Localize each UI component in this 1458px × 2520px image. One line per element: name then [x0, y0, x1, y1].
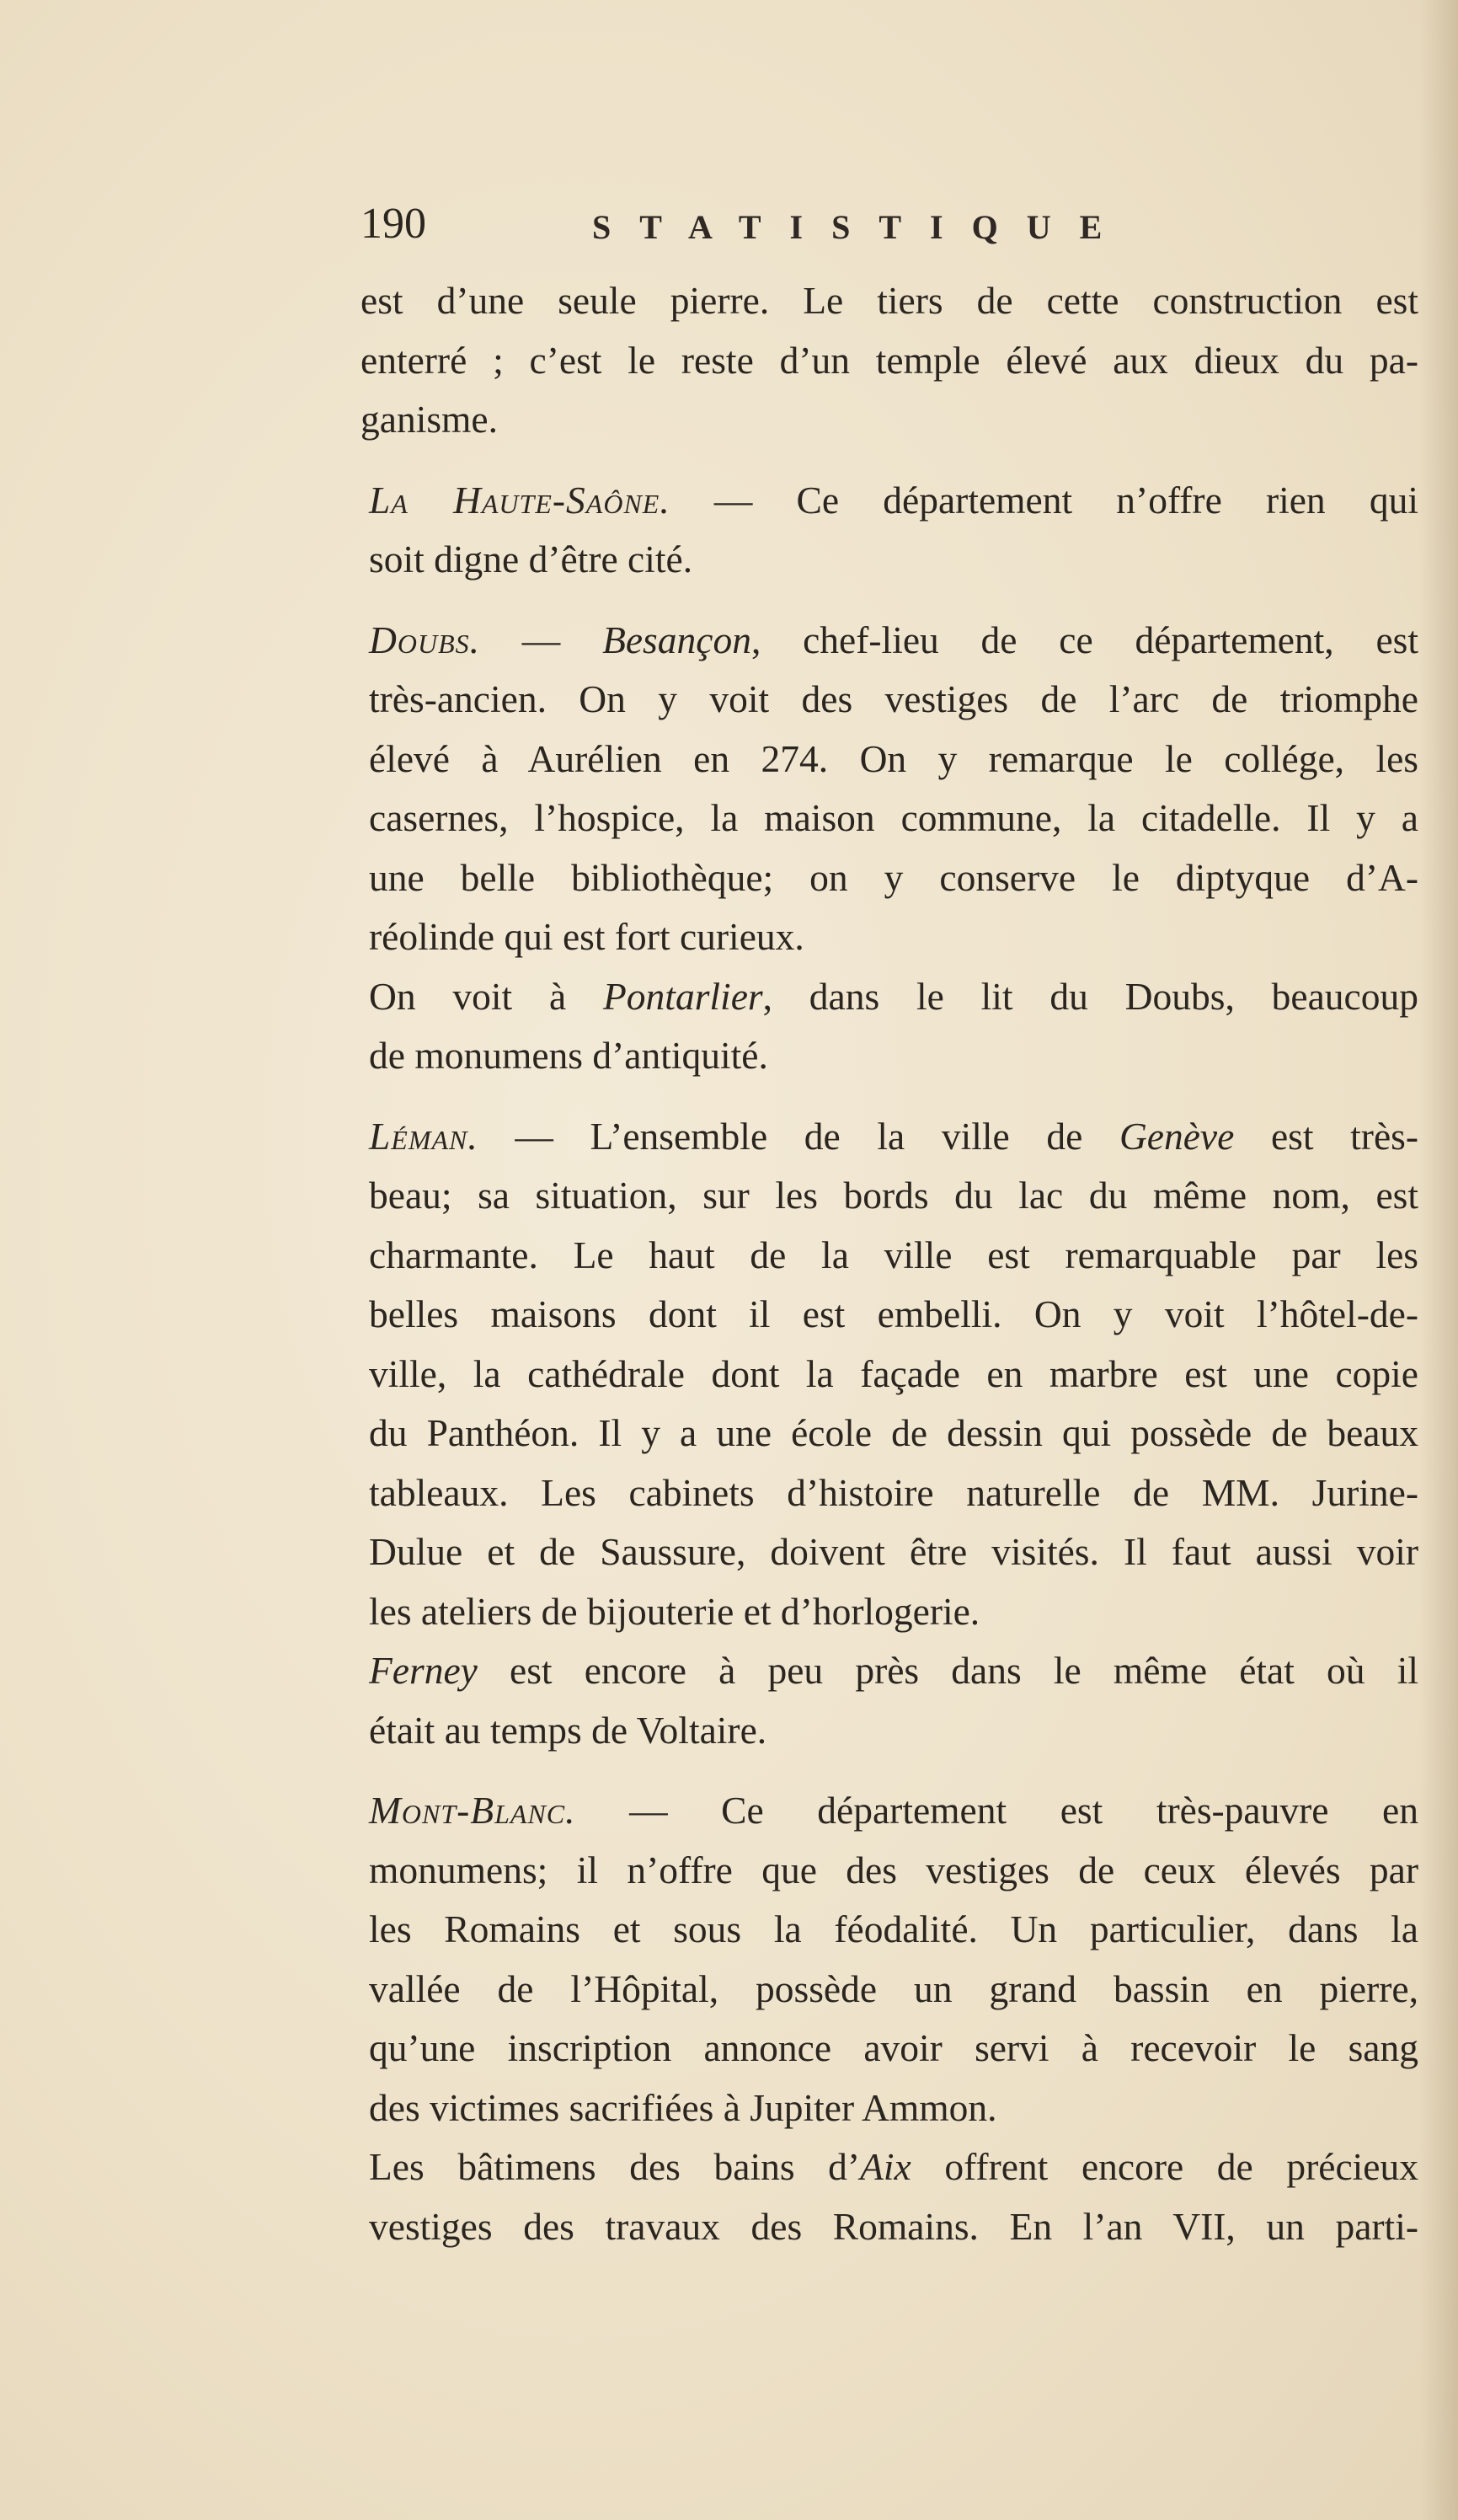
- text-line: une belle bibliothèque; on y conserve le diptyque d’A-: [369, 855, 1418, 899]
- text-line: réolinde qui est fort curieux.: [369, 915, 804, 958]
- text-line: très-ancien. On y voit des vestiges de l’arc de triomphe: [369, 677, 1418, 720]
- text-fragment: est très-: [1234, 1114, 1418, 1158]
- text-fragment: — L’ensemble de la ville de: [478, 1114, 1119, 1158]
- text-line: Dulue et de Saussure, doivent être visités. Il faut aussi voir: [369, 1530, 1418, 1573]
- paragraph-doubs: [360, 611, 1418, 967]
- text-fragment: Les bâtimens des bains d’: [369, 2145, 861, 2188]
- place-name: Besançon: [602, 618, 751, 661]
- text-fragment: — Ce département n’offre rien qui: [670, 478, 1418, 522]
- text-line: qu’une inscription annonce avoir servi à recevoir le sang: [369, 2026, 1418, 2069]
- paragraph-ferney: [360, 1641, 1418, 1760]
- text-fragment: offrent encore de précieux: [911, 2145, 1418, 2188]
- text-fragment: est encore à peu près dans le même état où il: [477, 1649, 1418, 1692]
- text-line: des victimes sacrifiées à Jupiter Ammon.: [369, 2085, 997, 2129]
- text-line: belles maisons dont il est embelli. On y voit l’hôtel-de-: [369, 1292, 1418, 1335]
- department-heading: Léman.: [369, 1114, 478, 1158]
- page-body: [360, 271, 1418, 2256]
- place-name: Pontarlier: [603, 974, 763, 1018]
- text-line: ganisme.: [360, 398, 499, 441]
- text-line: [369, 471, 1418, 531]
- text-line: ville, la cathédrale dont la façade en marbre est une copie: [369, 1351, 1418, 1395]
- department-heading: Doubs.: [369, 618, 480, 661]
- text-line: du Panthéon. Il y a une école de dessin qui possède de beaux: [369, 1411, 1418, 1454]
- running-header: [360, 199, 1169, 253]
- text-line: vallée de l’Hôpital, possède un grand bassin en pierre,: [369, 1966, 1418, 2010]
- text-fragment: — Ce département est très-pauvre en: [575, 1789, 1418, 1832]
- text-line: [369, 1107, 1418, 1167]
- text-line: [369, 1641, 1418, 1701]
- department-heading: Mont-Blanc.: [369, 1789, 576, 1832]
- text-line: enterré ; c’est le reste d’un temple élevé aux dieux du pa-: [360, 338, 1418, 382]
- text-fragment: On voit à: [369, 974, 604, 1018]
- place-name: Genève: [1119, 1114, 1235, 1158]
- paragraph-leman: [360, 1107, 1418, 1642]
- text-line: beau; sa situation, sur les bords du lac du même nom, est: [369, 1174, 1418, 1217]
- paragraph-haute-saone: [360, 471, 1418, 590]
- text-line: était au temps de Voltaire.: [369, 1708, 767, 1752]
- text-line: est d’une seule pierre. Le tiers de cette construction est: [360, 279, 1418, 322]
- page-gutter-shadow: [1419, 0, 1458, 2520]
- text-line: vestiges des travaux des Romains. En l’an VII, un parti-: [369, 2204, 1418, 2248]
- place-name: Aix: [860, 2145, 911, 2188]
- text-line: les ateliers de bijouterie et d’horlogerie.: [369, 1589, 980, 1633]
- text-line: soit digne d’être cité.: [369, 538, 693, 581]
- paragraph-1: [360, 271, 1418, 450]
- text-fragment: —: [480, 618, 603, 661]
- text-line: [369, 1781, 1418, 1841]
- text-fragment: , chef-lieu de ce département, est: [750, 618, 1419, 661]
- text-fragment: , dans le lit du Doubs, beaucoup: [762, 974, 1418, 1018]
- paragraph-pontarlier: [360, 967, 1418, 1086]
- place-name: Ferney: [369, 1649, 478, 1692]
- running-title: STATISTIQUE: [592, 208, 1131, 246]
- text-line: les Romains et sous la féodalité. Un particulier, dans la: [369, 1907, 1418, 1950]
- text-line: de monumens d’antiquité.: [369, 1034, 768, 1077]
- text-line: casernes, l’hospice, la maison commune, la citadelle. Il y a: [369, 796, 1418, 839]
- paragraph-mont-blanc: [360, 1781, 1418, 2137]
- text-line: [369, 2137, 1418, 2197]
- text-line: tableaux. Les cabinets d’histoire naturelle de MM. Jurine-: [369, 1470, 1418, 1514]
- page-number: 190: [360, 200, 426, 248]
- text-line: charmante. Le haut de la ville est remarquable par les: [369, 1233, 1418, 1276]
- department-heading: La Haute-Saône.: [369, 478, 670, 522]
- text-line: élevé à Aurélien en 274. On y remarque le collége, les: [369, 736, 1418, 780]
- text-line: monumens; il n’offre que des vestiges de ceux élevés par: [369, 1848, 1418, 1891]
- text-line: [369, 967, 1418, 1027]
- text-line: [369, 611, 1418, 671]
- paragraph-aix: [360, 2137, 1418, 2256]
